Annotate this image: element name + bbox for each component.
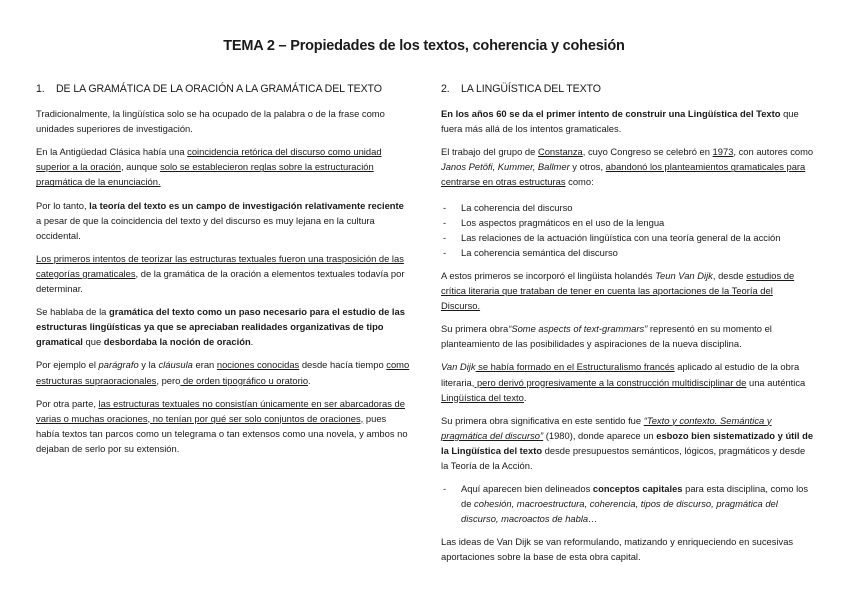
underlined-text: estudios de crítica literaria que trataban de tener en cuenta las aportaciones de la Teoría del Discurso. [441,269,795,312]
underlined-text: se había formado en el Estructuralismo francés [475,361,675,373]
paragraph [36,106,410,136]
text-run: A estos primeros se incorporó el lingüista holandés [441,269,656,281]
dash-marker: - [443,483,447,495]
section-heading-2 [441,82,814,97]
underlined-text: Lingüística del texto [441,391,524,403]
underlined-text: , pero derivó progresivamente a la construcción multidisciplinar de [471,376,747,388]
paragraph [441,534,814,564]
text-run: , pero [156,374,181,386]
text-run: que [82,336,104,348]
bold-text: gramática del texto como un paso necesario para el estudio de las estructuras lingüísticas ya que se apreciaban realidades organizativas de tipo gramatical [36,306,405,348]
text-run: a pesar de que la coincidencia del texto y del discurso es muy lejana en la cultura occidental. [36,214,375,241]
section-heading-text: DE LA GRAMÁTICA DE LA ORACIÓN A LA GRAMÁTICA DEL TEXTO [56,83,382,95]
dash-paragraph [441,481,814,526]
underlined-text: las estructuras textuales no consistían únicamente en ser abarcadoras de varias o muchas oraciones, no tenían por qué ser solo conjuntos de oraciones, [36,397,405,424]
paragraph [36,144,410,189]
underlined-text: coincidencia retórica del discurso como unidad superior a la oración [36,146,382,173]
section-heading-text: LA LINGÜÍSTICA DEL TEXTO [461,83,601,95]
text-run: Se hablaba de la [36,306,109,318]
page-title: TEMA 2 – Propiedades de los textos, coherencia y cohesión [223,38,625,54]
list-item: - La coherencia semántica del discurso [441,245,814,260]
text-run: , aunque [120,161,161,173]
text-run: y la [138,359,159,371]
underlined-text: como estructuras supraoracionales [36,359,410,386]
text-run: que fuera más allá de los intentos gramaticales. [441,108,799,135]
bold-text: En los años 60 se da el primer intento de construir una Lingüística del Texto [441,108,781,120]
text-run: desde presupuestos semánticos, lógicos, pragmáticos y desde la Teoría de la Acción. [441,444,806,471]
bold-text: conceptos capitales [592,483,683,495]
text-run: representó en su momento el planteamiento de las posibilidades y aspiraciones de la nueva disciplina. [441,323,772,350]
text-run: eran [192,359,217,371]
paragraph [36,198,410,243]
text-run: Su primera obra significativa en este sentido fue [441,414,644,426]
italic-text: parágrafo [98,359,139,371]
bold-text: la teoría del texto es un campo de investigación relativamente reciente [89,199,404,211]
text-run: desde hacía tiempo [299,359,387,371]
text-run: . [523,391,527,403]
underlined-text: solo se establecieron reglas sobre la estructuración pragmática de la enunciación. [36,161,374,188]
text-run: y otros, [569,161,606,173]
italic-text: Teun Van Dijk [655,269,713,281]
paragraph [36,396,410,456]
bullet-list [441,200,814,260]
paragraph [441,268,814,313]
text-run: , desde [712,269,747,281]
text-run: . [250,336,254,348]
text-run: Tradicionalmente, la lingüística solo se ha ocupado de la palabra o de la frase como unidades superiores de investigación. [36,108,385,135]
bold-text: esbozo bien sistematizado y útil de la Lingüística del texto [441,429,814,456]
text-run: Las ideas de Van Dijk se van reformulando, matizando y enriqueciendo en sucesivas aportaciones sobre la base de esta obra capital. [441,536,794,563]
italic-text: Janos Petöfi, Kummer, Ballmer [441,161,570,173]
text-run: Por lo tanto, [36,199,90,211]
underlined-text: abandonó los planteamientos gramaticales para centrarse en otras estructuras [441,161,806,188]
paragraph [441,106,814,136]
paragraph [36,357,410,387]
bold-text: desbordaba la noción de oración [103,336,251,348]
list-item: - Los aspectos pragmáticos en el uso de la lengua [441,215,814,230]
text-run: Por ejemplo el [36,359,99,371]
text-run: En la Antigüedad Clásica había una [36,146,188,158]
paragraph [36,304,410,349]
italic-text: cohesión, macroestructura, coherencia, tipos de discurso, pragmática del discurso, macroactos de habla… [461,498,778,525]
right-column [441,82,814,573]
italic-underlined-text: “Texto y contexto. Semántica y pragmática del discurso” [441,414,772,441]
list-item: - Las relaciones de la actuación lingüística con una teoría general de la acción [441,230,814,245]
text-run: como: [565,176,594,188]
section-heading-1 [36,82,410,97]
underlined-text: Los primeros intentos de teorizar las estructuras textuales fueron una trasposición de las categorías gramaticales [36,252,404,279]
paragraph [441,359,814,404]
left-column [36,82,410,464]
paragraph [441,413,814,473]
text-run: El trabajo del grupo de [441,146,538,158]
underlined-text: 1973 [712,146,734,158]
text-run: , de la gramática de la oración a elementos textuales todavía por determinar. [36,267,405,295]
text-run: Por otra parte, [36,397,99,409]
text-run: para esta disciplina, como los de [461,483,809,510]
text-run: aplicado al estudio de la obra literaria [441,361,800,388]
text-run: Su primera obra [441,323,509,335]
text-run: (1980), donde aparece un [543,429,657,441]
section-number: 1. [36,83,45,95]
underlined-text: de orden tipográfico u oratorio [180,374,309,386]
text-run: pues había textos tan parcos como un telegrama o tan extensos como una novela, y ambos no dejaban de serlo por su extensión. [36,412,408,454]
text-run: . [308,374,311,386]
italic-text: “Some aspects of text-grammars” [508,323,648,335]
underlined-text: Constanza [537,146,583,158]
italic-text: cláusula [158,359,193,371]
list-item: - La coherencia del discurso [441,200,814,215]
underlined-text: nociones conocidas [216,359,300,371]
paragraph [441,321,814,351]
text-run: , cuyo Congreso se celebró en [582,146,713,158]
text-run: una auténtica [746,376,806,388]
italic-text: Van Dijk [441,361,476,373]
text-run: , con autores como [733,146,814,158]
paragraph [441,144,814,189]
section-number: 2. [441,83,450,95]
paragraph [36,251,410,296]
text-run: Aquí aparecen bien delineados [461,483,593,495]
